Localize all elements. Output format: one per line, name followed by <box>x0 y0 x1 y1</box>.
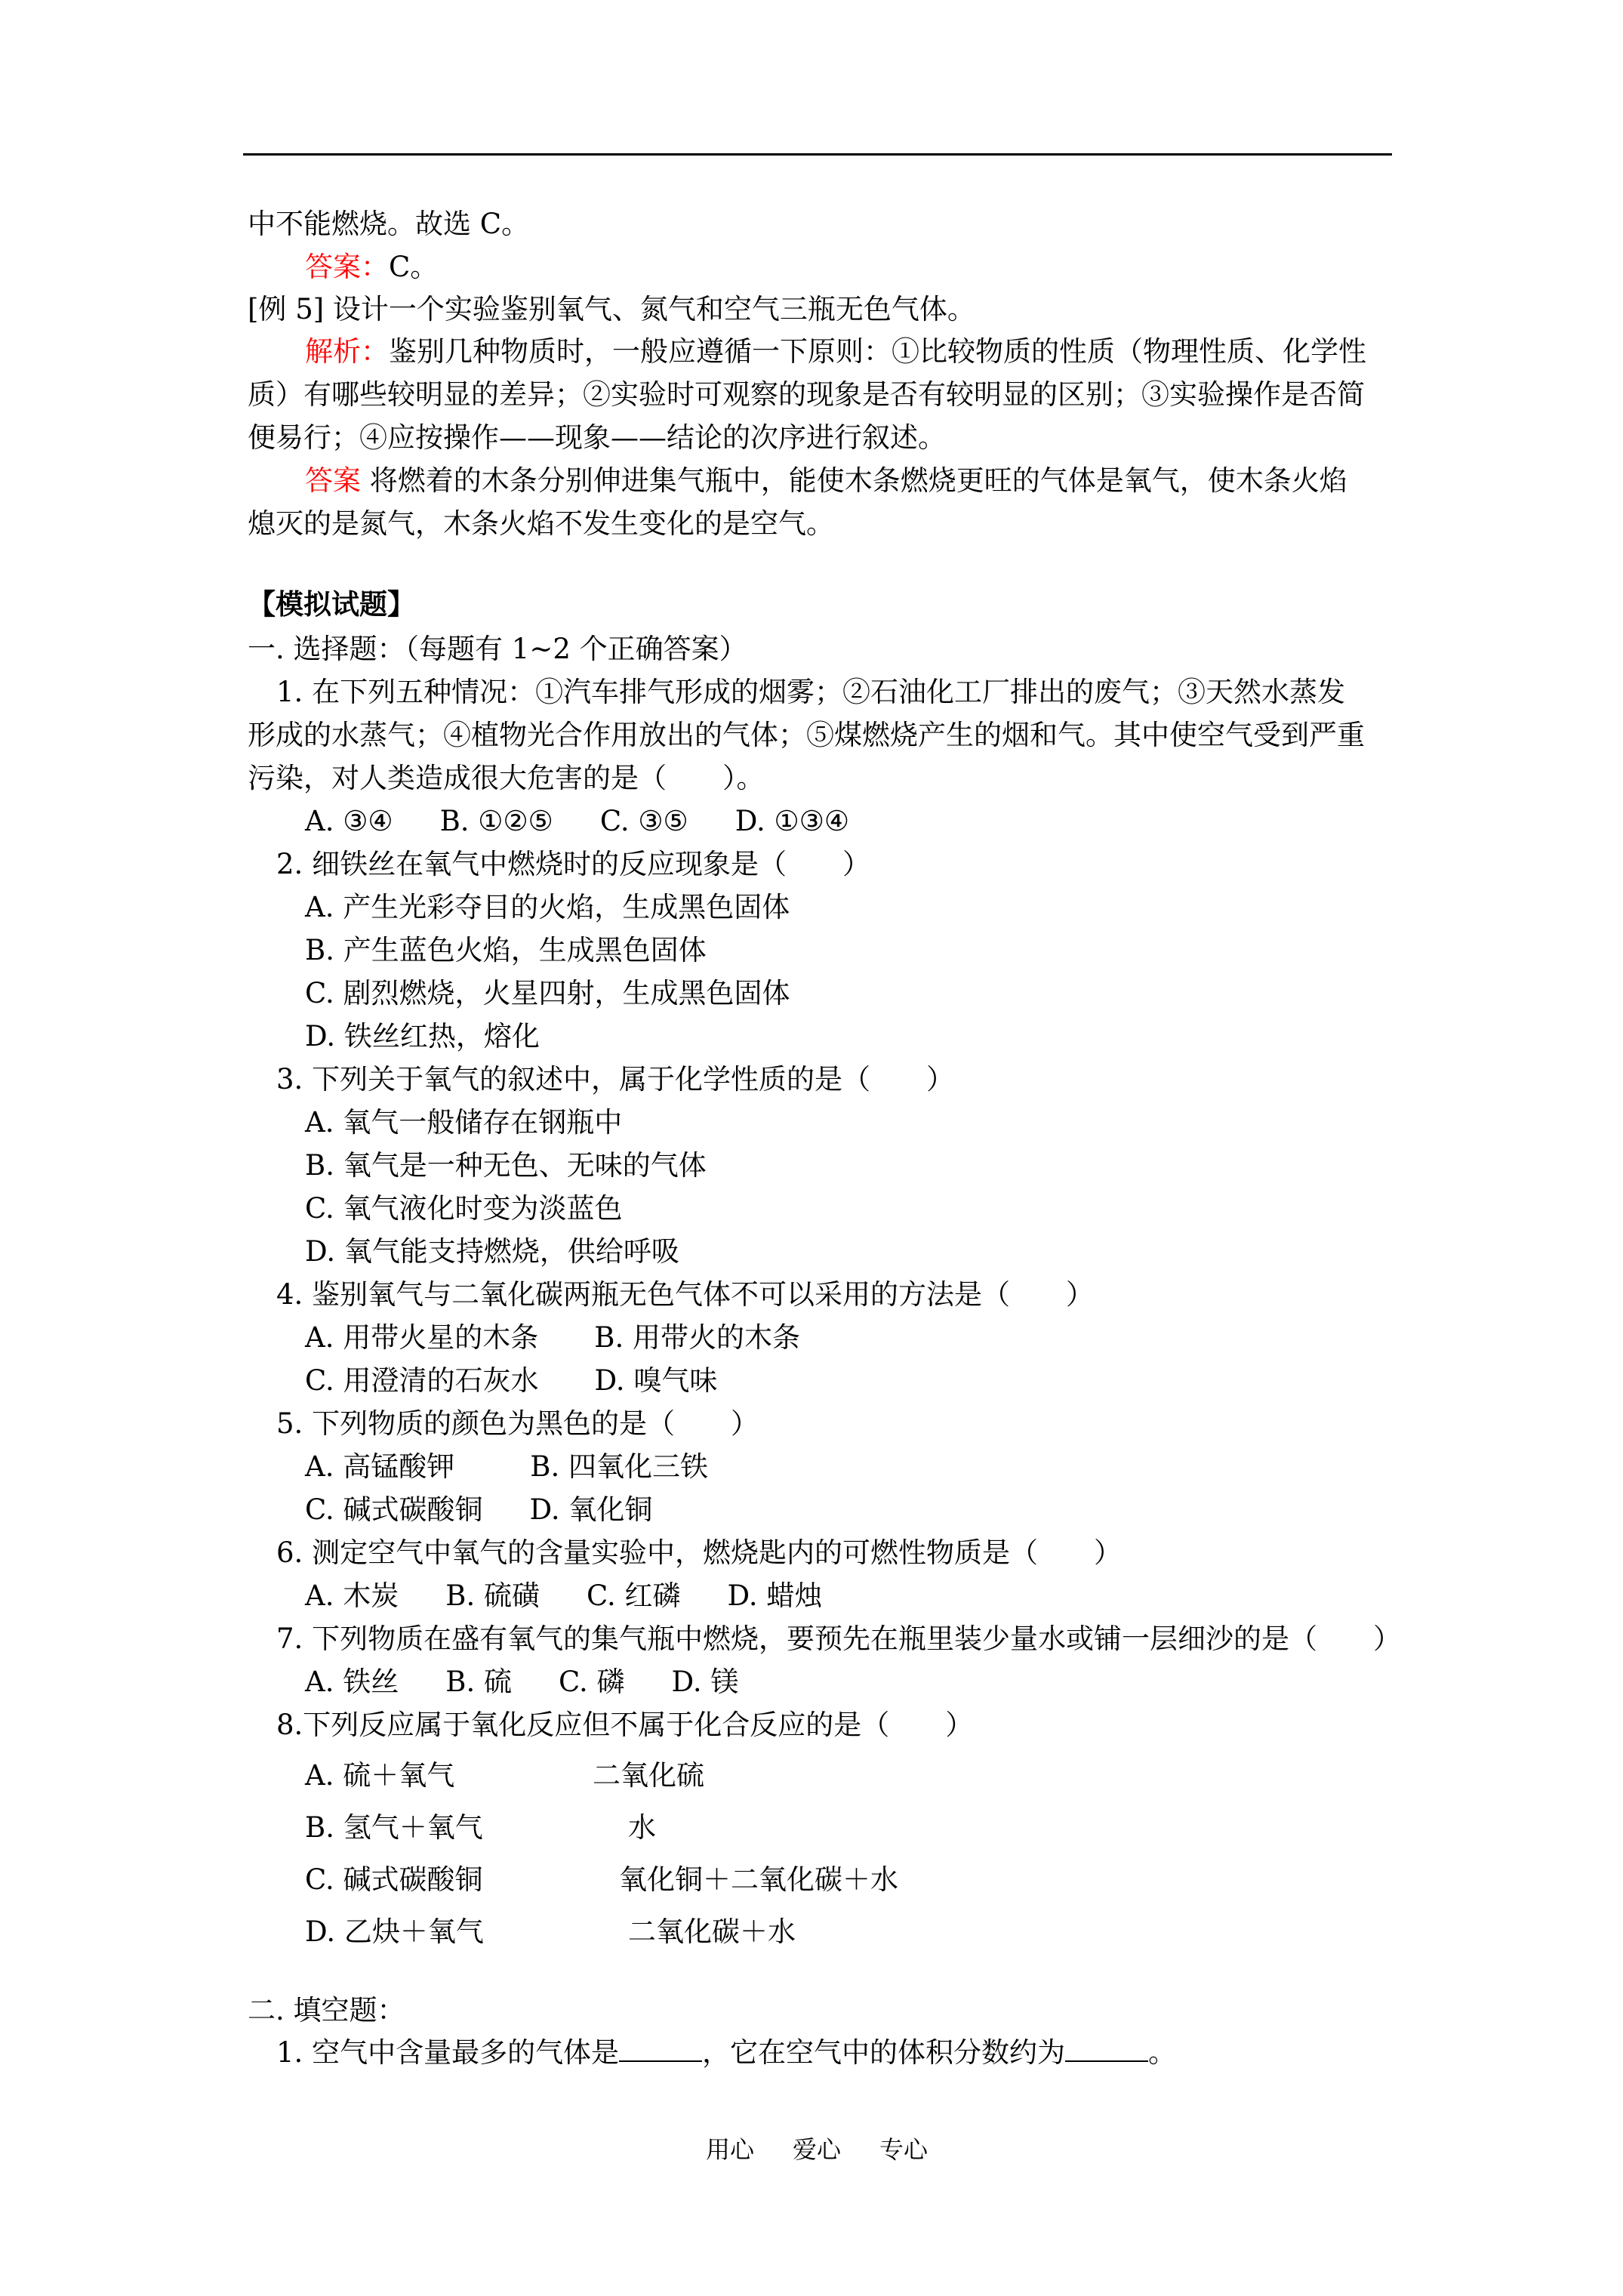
option-c: C. 红磷 <box>586 1579 681 1612</box>
option-a: A. ③④ <box>305 805 393 837</box>
q1-options <box>305 803 849 840</box>
section1-title: 一. 选择题：（每题有 1~2 个正确答案） <box>248 633 747 665</box>
q4-options-row-1 <box>305 1319 800 1357</box>
q3-option-a: A. 氧气一般储存在钢瓶中 <box>305 1106 623 1139</box>
example5-answer-line-1 <box>305 462 1347 500</box>
option-b: B. 四氧化三铁 <box>530 1450 708 1483</box>
header-rule <box>243 153 1392 156</box>
example5-answer-line-2: 熄灭的是氮气，木条火焰不发生变化的是空气。 <box>248 507 834 540</box>
q5-stem: 5. 下列物质的颜色为黑色的是（ ） <box>276 1407 759 1440</box>
q6-stem: 6. 测定空气中氧气的含量实验中，燃烧匙内的可燃性物质是（ ） <box>276 1536 1123 1569</box>
q8-option-d-left: D. 乙炔＋氧气 <box>305 1915 484 1948</box>
fill-blank-2[interactable] <box>1065 2035 1148 2062</box>
example4-text-line: 中不能燃烧。故选 C。 <box>248 208 530 240</box>
option-c: C. 碱式碳酸铜 <box>305 1493 483 1526</box>
example4-answer <box>305 248 438 286</box>
q8-stem: 8.下列反应属于氧化反应但不属于化合反应的是（ ） <box>276 1709 974 1741</box>
option-c: C. 用澄清的石灰水 <box>305 1364 539 1397</box>
q3-stem: 3. 下列关于氧气的叙述中，属于化学性质的是（ ） <box>276 1063 955 1096</box>
fill-q1-part-3: 。 <box>1148 2036 1177 2069</box>
option-b: B. 用带火的木条 <box>594 1321 800 1354</box>
fill-q1 <box>276 2034 1176 2072</box>
analysis-text: 鉴别几种物质时，一般应遵循一下原则：①比较物质的性质（物理性质、化学性 <box>389 335 1366 368</box>
example5-analysis-line-3: 便易行；④应按操作——现象——结论的次序进行叙述。 <box>248 421 946 454</box>
q1-line-1: 1. 在下列五种情况：①汽车排气形成的烟雾；②石油化工厂排出的废气；③天然水蒸发 <box>276 676 1346 708</box>
q8-option-a-left: A. 硫＋氧气 <box>305 1759 455 1792</box>
example5-analysis-line-2: 质）有哪些较明显的差异；②实验时可观察的现象是否有较明显的区别；③实验操作是否简 <box>248 378 1365 411</box>
option-a: A. 铁丝 <box>305 1666 399 1698</box>
option-d: D. 蜡烛 <box>727 1579 823 1612</box>
section2-title: 二. 填空题： <box>248 1994 405 2026</box>
q4-stem: 4. 鉴别氧气与二氧化碳两瓶无色气体不可以采用的方法是（ ） <box>276 1278 1095 1311</box>
option-a: A. 木炭 <box>305 1579 399 1612</box>
fill-blank-1[interactable] <box>619 2035 702 2062</box>
q8-option-b-left: B. 氢气＋氧气 <box>305 1811 483 1844</box>
q4-options-row-2 <box>305 1362 717 1400</box>
option-d: D. 镁 <box>671 1666 739 1698</box>
footer-word-1: 用心 <box>706 2135 755 2164</box>
q2-option-a: A. 产生光彩夺目的火焰，生成黑色固体 <box>305 891 790 923</box>
example5-analysis-line-1 <box>305 333 1366 371</box>
answer-text: 将燃着的木条分别伸进集气瓶中，能使木条燃烧更旺的气体是氧气，使木条火焰 <box>361 464 1347 497</box>
q8-option-a-right: 二氧化硫 <box>593 1759 704 1792</box>
q7-stem: 7. 下列物质在盛有氧气的集气瓶中燃烧，要预先在瓶里装少量水或铺一层细沙的是（ ） <box>276 1623 1402 1655</box>
q8-option-c-right: 氧化铜＋二氧化碳＋水 <box>619 1863 898 1896</box>
q3-option-c: C. 氧气液化时变为淡蓝色 <box>305 1192 623 1225</box>
option-b: B. 硫 <box>445 1666 512 1698</box>
answer-label: 答案 <box>305 464 361 497</box>
option-b: B. ①②⑤ <box>439 805 553 837</box>
option-d: D. ①③④ <box>735 805 850 837</box>
q3-option-d: D. 氧气能支持燃烧，供给呼吸 <box>305 1235 679 1268</box>
answer-label: 答案： <box>305 251 389 283</box>
example5-question: [例 5] 设计一个实验鉴别氧气、氮气和空气三瓶无色气体。 <box>248 293 975 325</box>
footer-word-3: 专心 <box>879 2135 929 2164</box>
q8-option-b-right: 水 <box>628 1811 656 1844</box>
fill-q1-part-1: 1. 空气中含量最多的气体是 <box>276 2036 620 2069</box>
option-a: A. 高锰酸钾 <box>305 1450 455 1483</box>
q8-option-d-right: 二氧化碳＋水 <box>628 1915 796 1948</box>
q7-options <box>305 1663 738 1701</box>
q1-line-3: 污染，对人类造成很大危害的是（ ）。 <box>248 762 765 794</box>
q8-option-c-left: C. 碱式碳酸铜 <box>305 1863 483 1896</box>
option-d: D. 嗅气味 <box>594 1364 718 1397</box>
q2-stem: 2. 细铁丝在氧气中燃烧时的反应现象是（ ） <box>276 848 871 880</box>
option-b: B. 硫磺 <box>445 1579 540 1612</box>
section-heading: 【模拟试题】 <box>248 587 415 621</box>
q6-options <box>305 1577 822 1615</box>
option-a: A. 用带火星的木条 <box>305 1321 539 1354</box>
answer-text: C。 <box>389 251 439 283</box>
option-c: C. 磷 <box>558 1666 625 1698</box>
q2-option-b: B. 产生蓝色火焰，生成黑色固体 <box>305 934 707 966</box>
q2-option-c: C. 剧烈燃烧，火星四射，生成黑色固体 <box>305 977 790 1009</box>
q5-options-row-1 <box>305 1448 708 1486</box>
q3-option-b: B. 氧气是一种无色、无味的气体 <box>305 1149 707 1182</box>
fill-q1-part-2: ，它在空气中的体积分数约为 <box>702 2036 1066 2069</box>
q2-option-d: D. 铁丝红热，熔化 <box>305 1020 540 1052</box>
q5-options-row-2 <box>305 1491 652 1529</box>
analysis-label: 解析： <box>305 335 389 368</box>
option-c: C. ③⑤ <box>599 805 688 837</box>
q1-line-2: 形成的水蒸气；④植物光合作用放出的气体；⑤煤燃烧产生的烟和气。其中使空气受到严重 <box>248 719 1365 751</box>
footer-word-2: 爱心 <box>793 2135 842 2164</box>
option-d: D. 氧化铜 <box>529 1493 653 1526</box>
